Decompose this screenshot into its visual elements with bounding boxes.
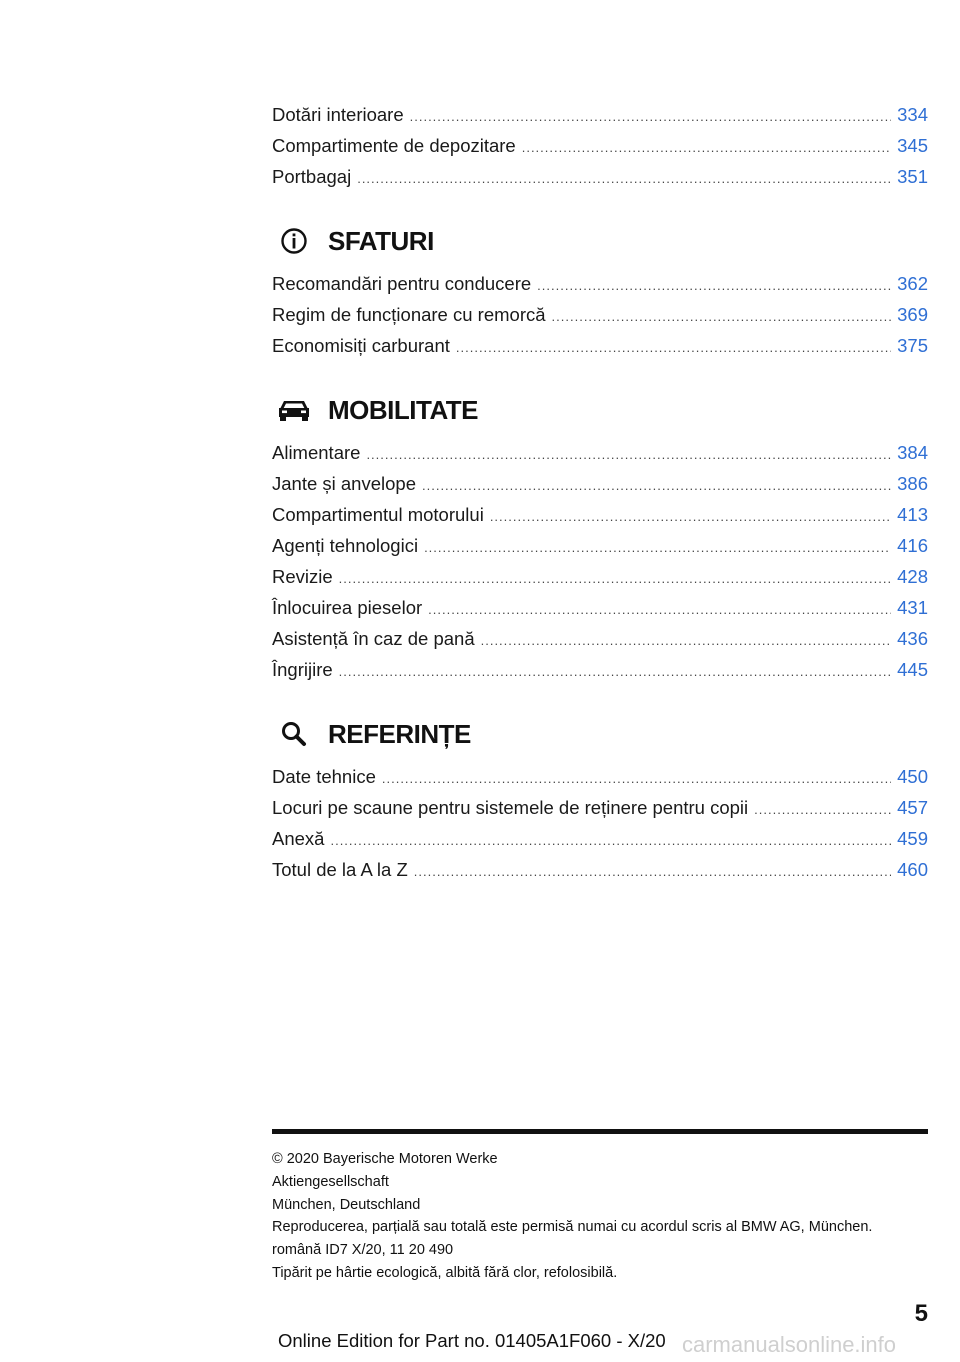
toc-page-link[interactable]: 413 (897, 504, 928, 525)
online-edition-note: Online Edition for Part no. 01405A1F060 - X/20 (278, 1330, 666, 1351)
toc-leader-dots (366, 447, 891, 462)
section-heading (272, 390, 928, 430)
section-title: MOBILITATE (328, 394, 479, 425)
imprint-line: Reproducerea, parțială sau totală este permisă numai cu acordul scris al BMW AG, München. (272, 1219, 873, 1236)
toc-entry[interactable] (272, 166, 928, 197)
table-of-contents (272, 104, 928, 890)
toc-entry[interactable] (272, 473, 928, 504)
toc-page-link[interactable]: 334 (897, 104, 928, 125)
toc-leader-dots (339, 664, 891, 679)
toc-page-link[interactable]: 445 (897, 659, 928, 680)
toc-entry[interactable] (272, 628, 928, 659)
imprint-line: München, Deutschland (272, 1196, 421, 1213)
info-icon (274, 227, 314, 255)
toc-page-link[interactable]: 416 (897, 535, 928, 556)
imprint-line: Tipărit pe hârtie ecologică, albită fără clor, refolosibilă. (272, 1264, 618, 1281)
toc-entry[interactable] (272, 659, 928, 690)
toc-entry-title: Revizie (272, 566, 333, 587)
toc-leader-dots (410, 109, 892, 124)
toc-entry-title: Compartimente de depozitare (272, 135, 516, 156)
toc-leader-dots (522, 140, 891, 155)
toc-leader-dots (339, 571, 891, 586)
footer-divider (272, 1129, 928, 1134)
toc-page-link[interactable]: 375 (897, 335, 928, 356)
toc-page-link[interactable]: 428 (897, 566, 928, 587)
car-icon (274, 397, 314, 423)
toc-page-link[interactable]: 450 (897, 766, 928, 787)
toc-entry[interactable] (272, 504, 928, 535)
toc-entry-title: Înlocuirea pieselor (272, 597, 423, 618)
search-icon (274, 720, 314, 748)
toc-page-link[interactable]: 369 (897, 304, 928, 325)
toc-entry-title: Totul de la A la Z (272, 859, 408, 880)
toc-page-link[interactable]: 459 (897, 828, 928, 849)
toc-entry-title: Agenți tehnologici (272, 535, 419, 556)
imprint-line: © 2020 Bayerische Motoren Werke (272, 1151, 498, 1167)
section-title: REFERINȚE (328, 718, 471, 749)
watermark: carmanualsonline.info (682, 1332, 897, 1357)
toc-entry-title: Portbagaj (272, 166, 352, 187)
toc-entry-title: Locuri pe scaune pentru sistemele de reținere pentru copii (272, 797, 749, 818)
section-title: SFATURI (328, 225, 434, 256)
toc-leader-dots (490, 509, 891, 524)
toc-page-link[interactable]: 362 (897, 273, 928, 294)
page-number: 5 (914, 1300, 928, 1327)
toc-entry-title: Îngrijire (272, 659, 333, 680)
toc-page-link[interactable]: 386 (897, 473, 928, 494)
toc-leader-dots (428, 602, 891, 617)
toc-entry-title: Compartimentul motorului (272, 504, 484, 525)
toc-entry-title: Dotări interioare (272, 104, 404, 125)
toc-entry-title: Anexă (272, 828, 325, 849)
toc-entry-title: Asistență în caz de pană (272, 628, 475, 649)
toc-entry-title: Economisiți carburant (272, 335, 450, 356)
toc-entry-title: Alimentare (272, 442, 361, 463)
toc-entry[interactable] (272, 766, 928, 797)
imprint-line: română ID7 X/20, 11 20 490 (272, 1242, 454, 1259)
toc-leader-dots (422, 478, 891, 493)
toc-page-link[interactable]: 457 (897, 797, 928, 818)
toc-leader-dots (552, 309, 892, 324)
toc-page-link[interactable]: 436 (897, 628, 928, 649)
toc-leader-dots (754, 802, 891, 817)
toc-entry[interactable] (272, 535, 928, 566)
toc-entry[interactable] (272, 597, 928, 628)
toc-leader-dots (414, 864, 891, 879)
toc-entry[interactable] (272, 135, 928, 166)
toc-entry-title: Recomandări pentru conducere (272, 273, 532, 294)
toc-entry-title: Jante și anvelope (272, 473, 416, 494)
toc-leader-dots (537, 278, 891, 293)
toc-leader-dots (424, 540, 891, 555)
toc-section-sfaturi (272, 221, 928, 366)
toc-entry[interactable] (272, 797, 928, 828)
toc-leader-dots (357, 171, 891, 186)
toc-page-link[interactable]: 345 (897, 135, 928, 156)
toc-section-mobilitate (272, 390, 928, 690)
toc-leader-dots (481, 633, 892, 648)
imprint-line: Aktiengesellschaft (272, 1173, 389, 1190)
toc-page-link[interactable]: 460 (897, 859, 928, 880)
toc-leader-dots (456, 340, 891, 355)
toc-entry[interactable] (272, 104, 928, 135)
toc-page-link[interactable]: 431 (897, 597, 928, 618)
toc-entry[interactable] (272, 442, 928, 473)
toc-intro-group (272, 104, 928, 197)
section-heading (272, 221, 928, 261)
toc-entry[interactable] (272, 273, 928, 304)
toc-entry-title: Date tehnice (272, 766, 376, 787)
section-heading (272, 714, 928, 754)
toc-section-referinte (272, 714, 928, 890)
toc-entry[interactable] (272, 566, 928, 597)
toc-leader-dots (382, 771, 891, 786)
toc-entry[interactable] (272, 304, 928, 335)
toc-leader-dots (330, 833, 891, 848)
imprint-block (272, 1148, 928, 1285)
toc-entry[interactable] (272, 335, 928, 366)
toc-entry-title: Regim de funcționare cu remorcă (272, 304, 546, 325)
toc-page-link[interactable]: 351 (897, 166, 928, 187)
toc-page-link[interactable]: 384 (897, 442, 928, 463)
toc-entry[interactable] (272, 828, 928, 859)
toc-entry[interactable] (272, 859, 928, 890)
